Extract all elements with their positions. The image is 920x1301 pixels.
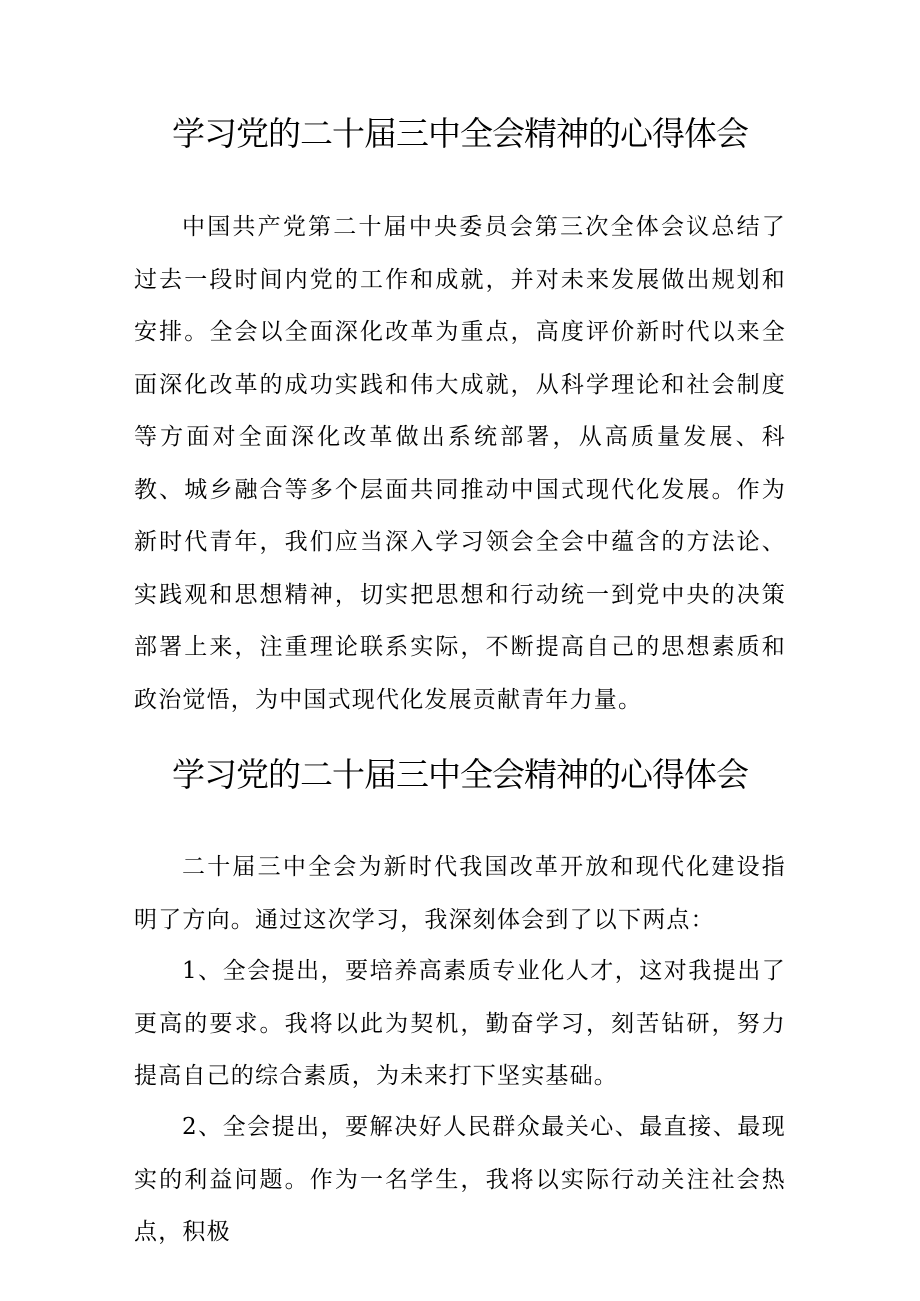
section-1-paragraph: 中国共产党第二十届中央委员会第三次全体会议总结了过去一段时间内党的工作和成就，并对未来发展做出规划和安排。全会以全面深化改革为重点，高度评价新时代以来全面深化改革的成功实践和伟大成就，从科学理论和社会制度等方面对全面深化改革做出系统部署，从高质量发展、科教、城乡融合等多个层面共同推动中国式现代化发展。作为新时代青年，我们应当深入学习领会全会中蕴含的方法论、实践观和思想精神，切实把思想和行动统一到党中央的决策部署上来，注重理论联系实际，不断提高自己的思想素质和政治觉悟，为中国式现代化发展贡献青年力量。 xyxy=(134,214,786,713)
section-1-title: 学习党的二十届三中全会精神的心得体会 xyxy=(172,114,748,153)
section-2-point-2: 2、全会提出，要解决好人民群众最关心、最直接、最现实的利益问题。作为一名学生，我将以实际行动关注社会热点，积极 xyxy=(134,1114,786,1245)
section-2-point-1: 1、全会提出，要培养高素质专业化人才，这对我提出了更高的要求。我将以此为契机，勤奋学习，刻苦钻研，努力提高自己的综合素质，为未来打下坚实基础。 xyxy=(134,958,786,1089)
section-2-title: 学习党的二十届三中全会精神的心得体会 xyxy=(172,755,748,794)
section-2-intro: 二十届三中全会为新时代我国改革开放和现代化建设指明了方向。通过这次学习，我深刻体会到了以下两点： xyxy=(134,854,786,933)
